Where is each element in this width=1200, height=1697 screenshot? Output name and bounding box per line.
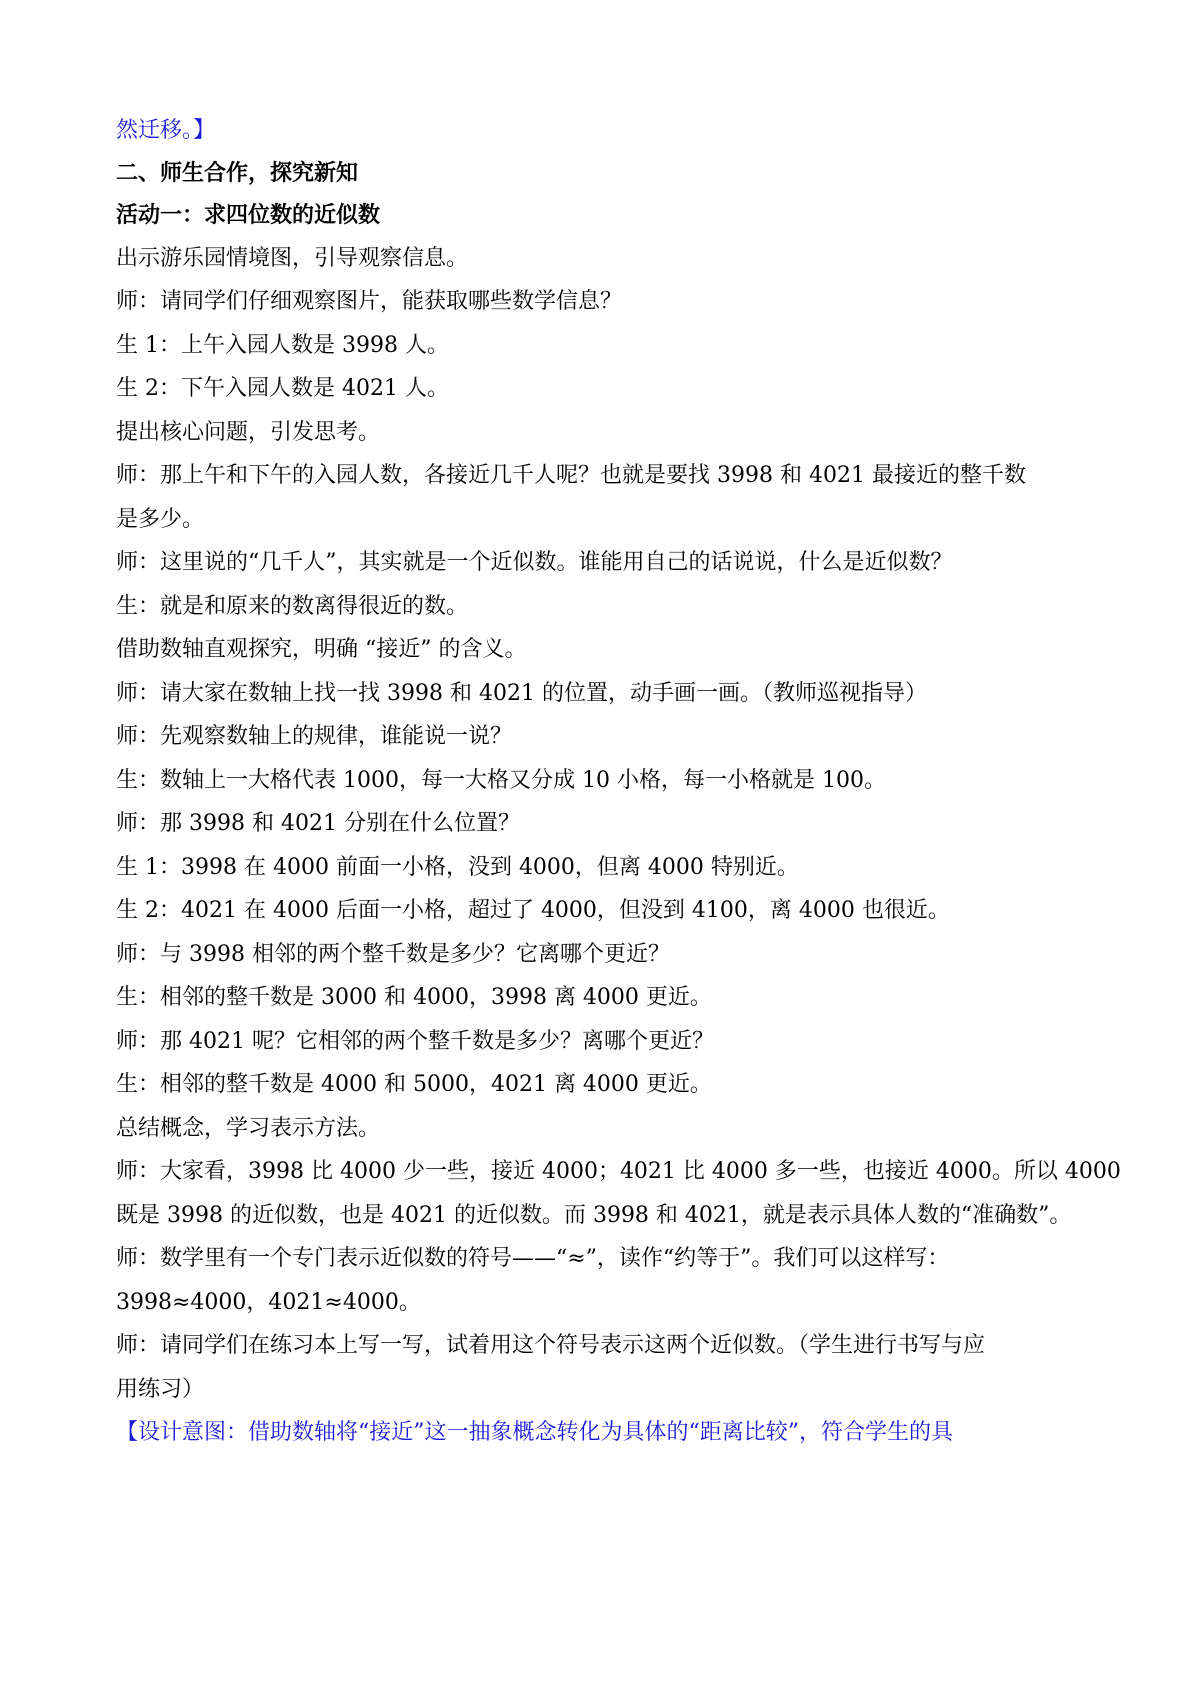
paragraph-line: 师：先观察数轴上的规律，谁能说一说？ xyxy=(116,724,513,749)
paragraph-line: 生：就是和原来的数离得很近的数。 xyxy=(116,594,469,619)
paragraph-line: 总结概念，学习表示方法。 xyxy=(116,1116,381,1141)
paragraph-line: 师：与 3998 相邻的两个整千数是多少？它离哪个更近？ xyxy=(116,942,670,967)
paragraph-line: 生：相邻的整千数是 3000 和 4000，3998 离 4000 更近。 xyxy=(116,985,712,1010)
paragraph-line: 生：数轴上一大格代表 1000，每一大格又分成 10 小格，每一小格就是 100。 xyxy=(116,768,886,793)
paragraph-line: 生：相邻的整千数是 4000 和 5000，4021 离 4000 更近。 xyxy=(116,1072,712,1097)
activity-heading: 活动一：求四位数的近似数 xyxy=(116,202,381,228)
paragraph-line: 师：大家看，3998 比 4000 少一些，接近 4000；4021 比 4000 多一些，也接近 4000。所以 4000 xyxy=(116,1159,1121,1184)
paragraph-line: 3998≈4000，4021≈4000。 xyxy=(116,1290,421,1315)
design-intent-line: 【设计意图：借助数轴将“接近”这一抽象概念转化为具体的“距离比较”，符合学生的具 xyxy=(116,1420,953,1445)
paragraph-line: 师：请大家在数轴上找一找 3998 和 4021 的位置，动手画一画。（教师巡视指导） xyxy=(116,681,927,706)
paragraph-line: 师：这里说的“几千人”，其实就是一个近似数。谁能用自己的话说说，什么是近似数？ xyxy=(116,550,953,575)
paragraph-line: 是多少。 xyxy=(116,507,205,532)
paragraph-line: 既是 3998 的近似数，也是 4021 的近似数。而 3998 和 4021，就是表示具体人数的“准确数”。 xyxy=(116,1203,1072,1228)
paragraph-line: 生 1：3998 在 4000 前面一小格，没到 4000，但离 4000 特别近。 xyxy=(116,855,799,880)
paragraph-line: 提出核心问题，引发思考。 xyxy=(116,420,381,445)
paragraph-line: 师：请同学们仔细观察图片，能获取哪些数学信息？ xyxy=(116,289,623,314)
paragraph-line: 借助数轴直观探究，明确 “接近” 的含义。 xyxy=(116,637,527,662)
paragraph-line: 生 2：4021 在 4000 后面一小格，超过了 4000，但没到 4100，离 4000 也很近。 xyxy=(116,898,950,923)
paragraph-line: 师：请同学们在练习本上写一写，试着用这个符号表示这两个近似数。（学生进行书写与应 xyxy=(116,1333,986,1358)
paragraph-line: 师：那上午和下午的入园人数，各接近几千人呢？也就是要找 3998 和 4021 最接近的整千数 xyxy=(116,463,1026,488)
paragraph-line: 生 1：上午入园人数是 3998 人。 xyxy=(116,333,449,358)
paragraph-line: 生 2：下午入园人数是 4021 人。 xyxy=(116,376,449,401)
design-intent-tail: 然迁移。】 xyxy=(116,118,216,143)
paragraph-line: 师：那 3998 和 4021 分别在什么位置？ xyxy=(116,811,520,836)
paragraph-line: 用练习） xyxy=(116,1377,205,1402)
paragraph-line: 师：那 4021 呢？它相邻的两个整千数是多少？离哪个更近？ xyxy=(116,1029,714,1054)
paragraph-line: 出示游乐园情境图，引导观察信息。 xyxy=(116,246,469,271)
section-heading: 二、师生合作，探究新知 xyxy=(116,160,359,186)
paragraph-line: 师：数学里有一个专门表示近似数的符号——“≈”，读作“约等于”。我们可以这样写： xyxy=(116,1246,950,1271)
